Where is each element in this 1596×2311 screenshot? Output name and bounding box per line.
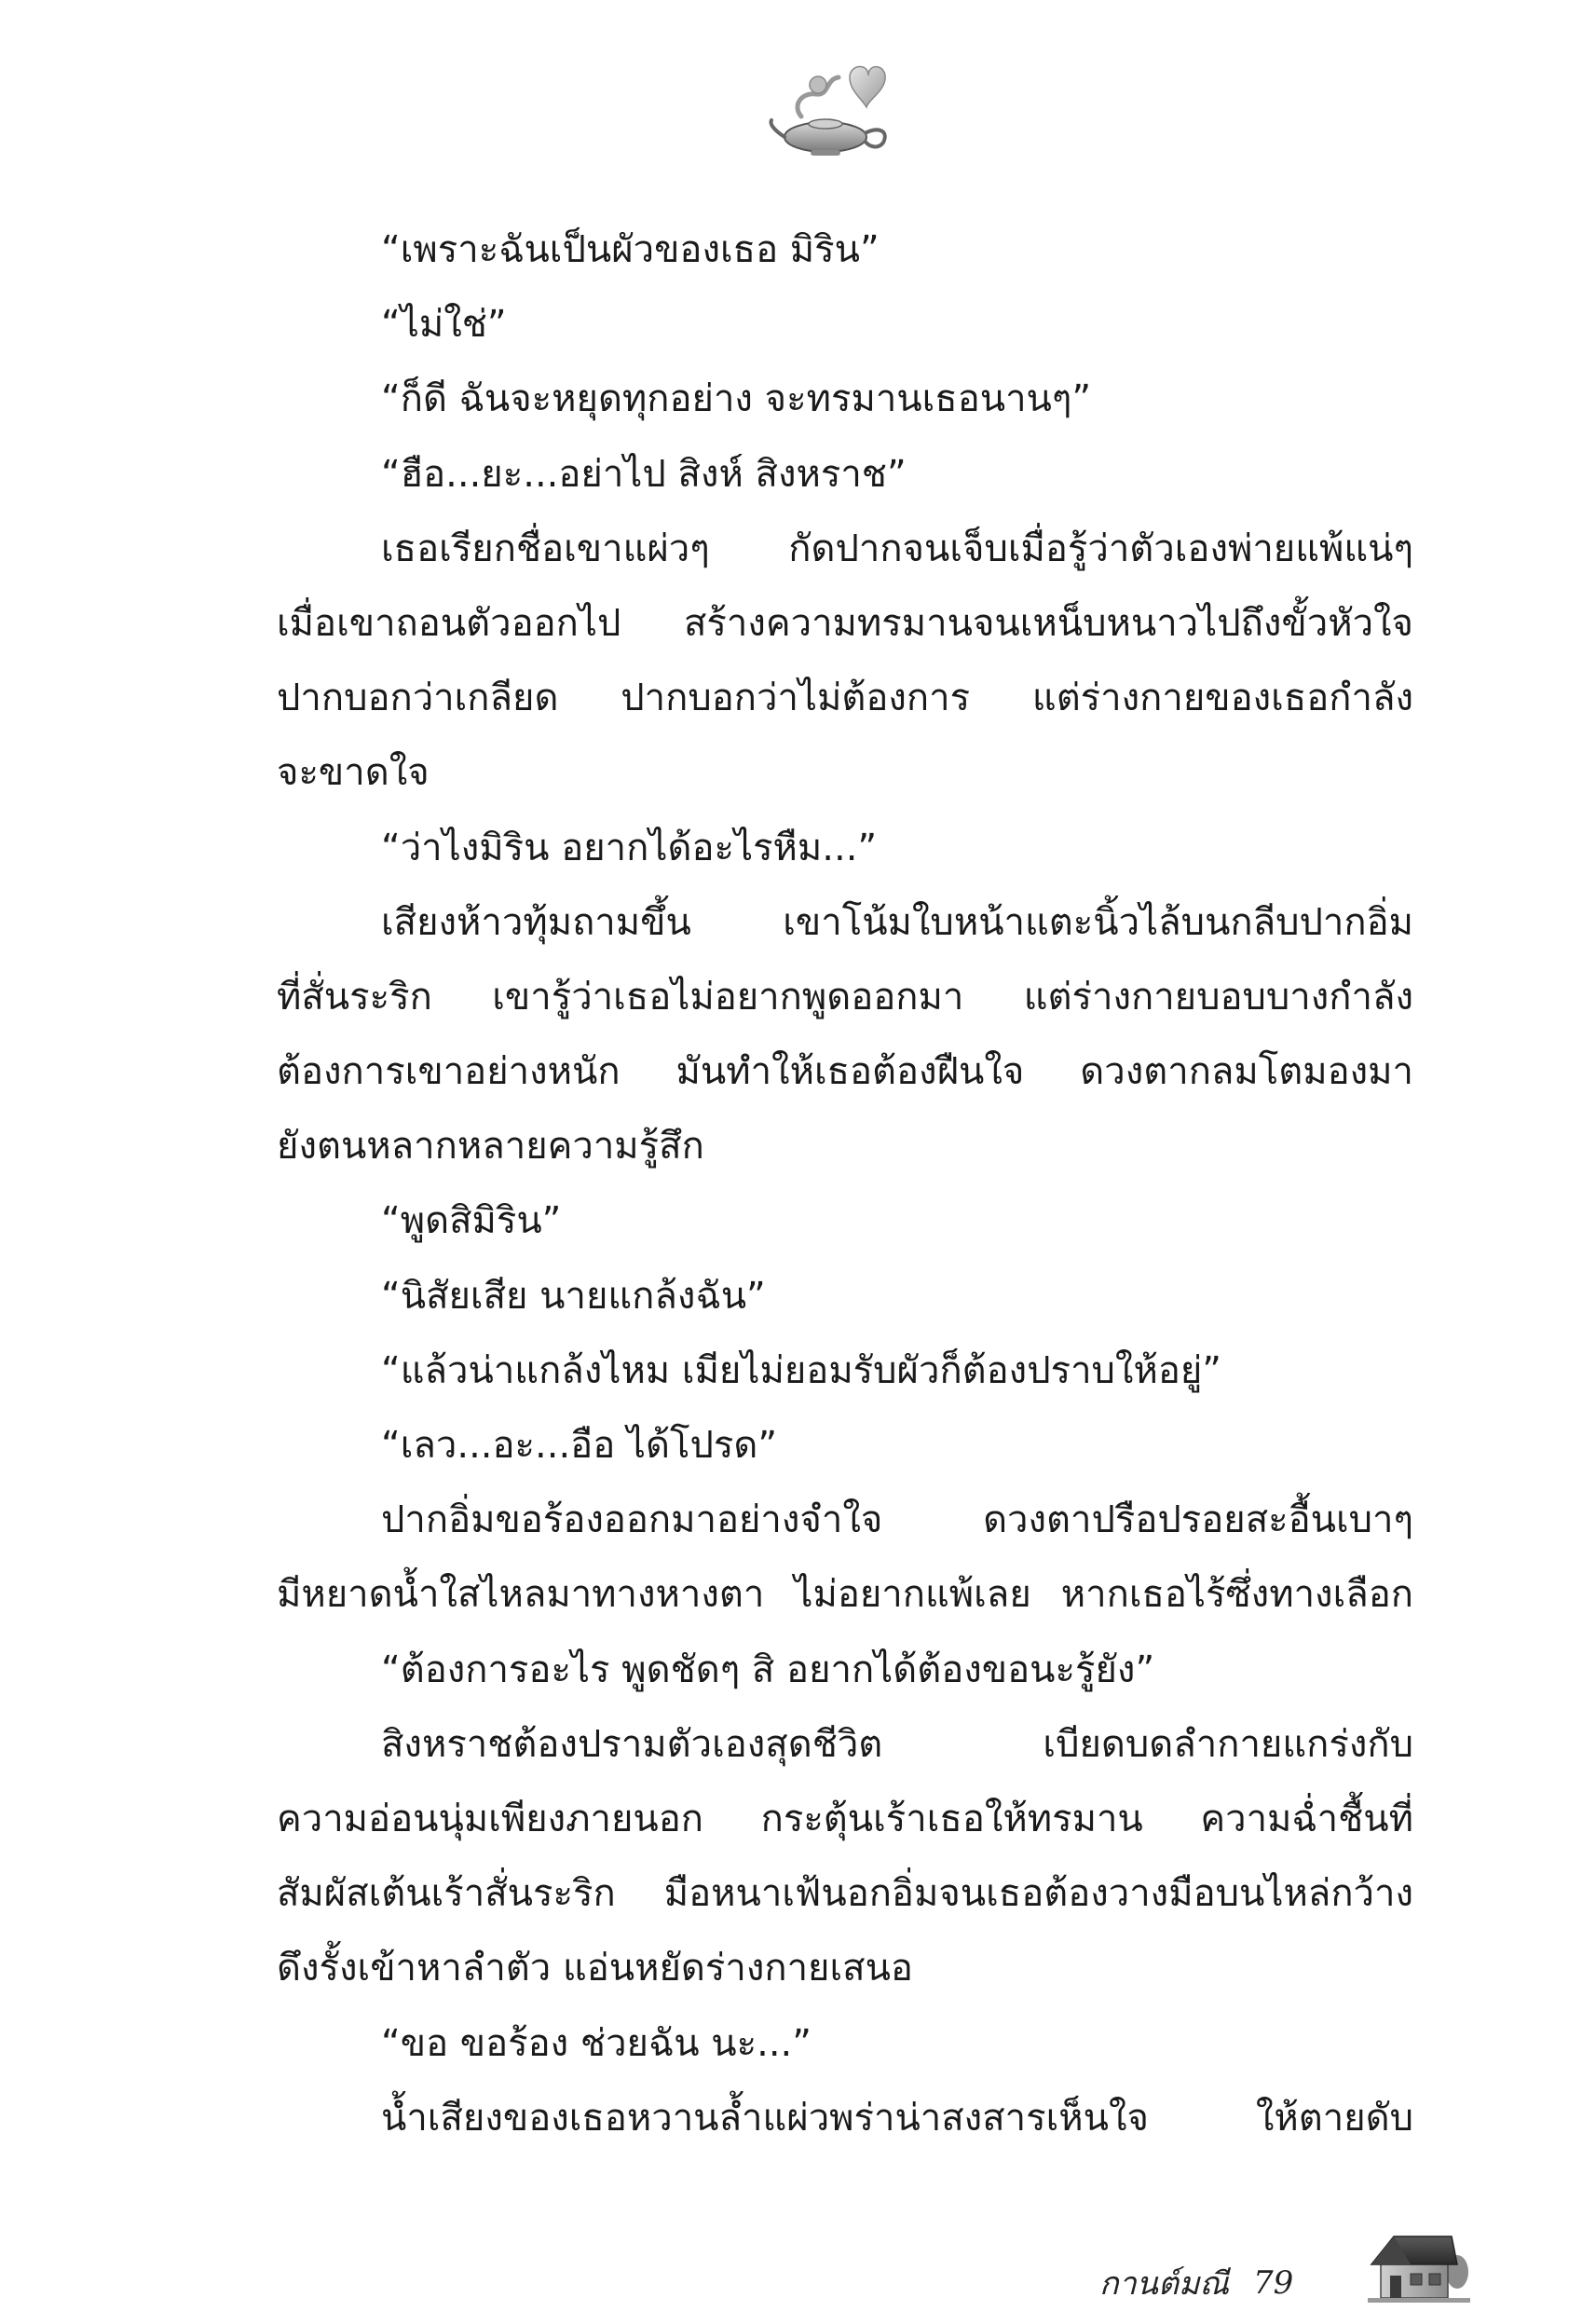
text-line: “แล้วน่าแกล้งไหม เมียไม่ยอมรับผัวก็ต้องปราบให้อยู่” (381, 1348, 1222, 1392)
text-line: “เลว...อะ...อือ ได้โปรด” (381, 1424, 778, 1467)
text-line: ปากบอกว่าเกลียด ปากบอกว่าไม่ต้องการ แต่ร่างกายของเธอกำลัง (277, 677, 1413, 720)
text-line: “นิสัยเสีย นายแกล้งฉัน” (381, 1274, 766, 1318)
text-line: ดึงรั้งเข้าหาลำตัว แอ่นหยัดร่างกายเสนอ (277, 1947, 913, 1990)
page-footer (1099, 2255, 1293, 2311)
text-line: ความอ่อนนุ่มเพียงภายนอก กระตุ้นเร้าเธอให้ทรมาน ความฉ่ำชื้นที่ (277, 1797, 1413, 1840)
house-icon (1368, 2229, 1470, 2304)
text-line: “ก็ดี ฉันจะหยุดทุกอย่าง จะทรมานเธอนานๆ” (381, 377, 1092, 421)
text-line: น้ำเสียงของเธอหวานล้ำแผ่วพร่าน่าสงสารเห็นใจ ให้ตายดับ (381, 2096, 1413, 2140)
text-line: ต้องการเขาอย่างหนัก มันทำให้เธอต้องฝืนใจ ดวงตากลมโตมองมา (277, 1050, 1413, 1094)
text-line: สิงหราชต้องปรามตัวเองสุดชีวิต เบียดบดลำกายแกร่งกับ (381, 1722, 1413, 1766)
text-line: สัมผัสเต้นเร้าสั่นระริก มือหนาเฟ้นอกอิ่มจนเธอต้องวางมือบนไหล่กว้าง (277, 1872, 1413, 1916)
text-line: “ขอ ขอร้อง ช่วยฉัน นะ...” (381, 2021, 812, 2065)
text-line: เมื่อเขาถอนตัวออกไป สร้างความทรมานจนเหน็บหนาวไปถึงขั้วหัวใจ (277, 601, 1413, 645)
text-line: “พูดสิมิริน” (381, 1199, 562, 1243)
text-line: ที่สั่นระริก เขารู้ว่าเธอไม่อยากพูดออกมา แต่ร่างกายบอบบางกำลัง (277, 975, 1413, 1019)
text-line: จะขาดใจ (277, 751, 430, 795)
text-line: “เพราะฉันเป็นผัวของเธอ มิริน” (381, 228, 880, 271)
text-line: ยังตนหลากหลายความรู้สึก (277, 1125, 704, 1169)
magic-lamp-heart-icon (764, 51, 904, 163)
text-line: “ฮือ...ยะ...อย่าไป สิงห์ สิงหราช” (381, 452, 907, 496)
text-line: ปากอิ่มขอร้องออกมาอย่างจำใจ ดวงตาปรือปรอยสะอื้นเบาๆ (381, 1498, 1413, 1542)
page-number: 79 (1252, 2264, 1294, 2302)
body-text (277, 212, 1413, 2155)
text-line: “ว่าไงมิริน อยากได้อะไรหืม...” (381, 826, 878, 869)
text-line: “ไม่ใช่” (381, 303, 507, 347)
footer-book-title: กานต์มณี (1099, 2265, 1229, 2303)
text-line: “ต้องการอะไร พูดชัดๆ สิ อยากได้ต้องขอนะรู้ยัง” (381, 1648, 1155, 1691)
text-line: เธอเรียกชื่อเขาแผ่วๆ กัดปากจนเจ็บเมื่อรู้ว่าตัวเองพ่ายแพ้แน่ๆ (381, 526, 1413, 570)
text-line: เสียงห้าวทุ้มถามขึ้น เขาโน้มใบหน้าแตะนิ้วไล้บนกลีบปากอิ่ม (381, 900, 1413, 944)
text-line: มีหยาดน้ำใสไหลมาทางหางตา ไม่อยากแพ้เลย หากเธอไร้ซึ่งทางเลือก (277, 1573, 1413, 1617)
